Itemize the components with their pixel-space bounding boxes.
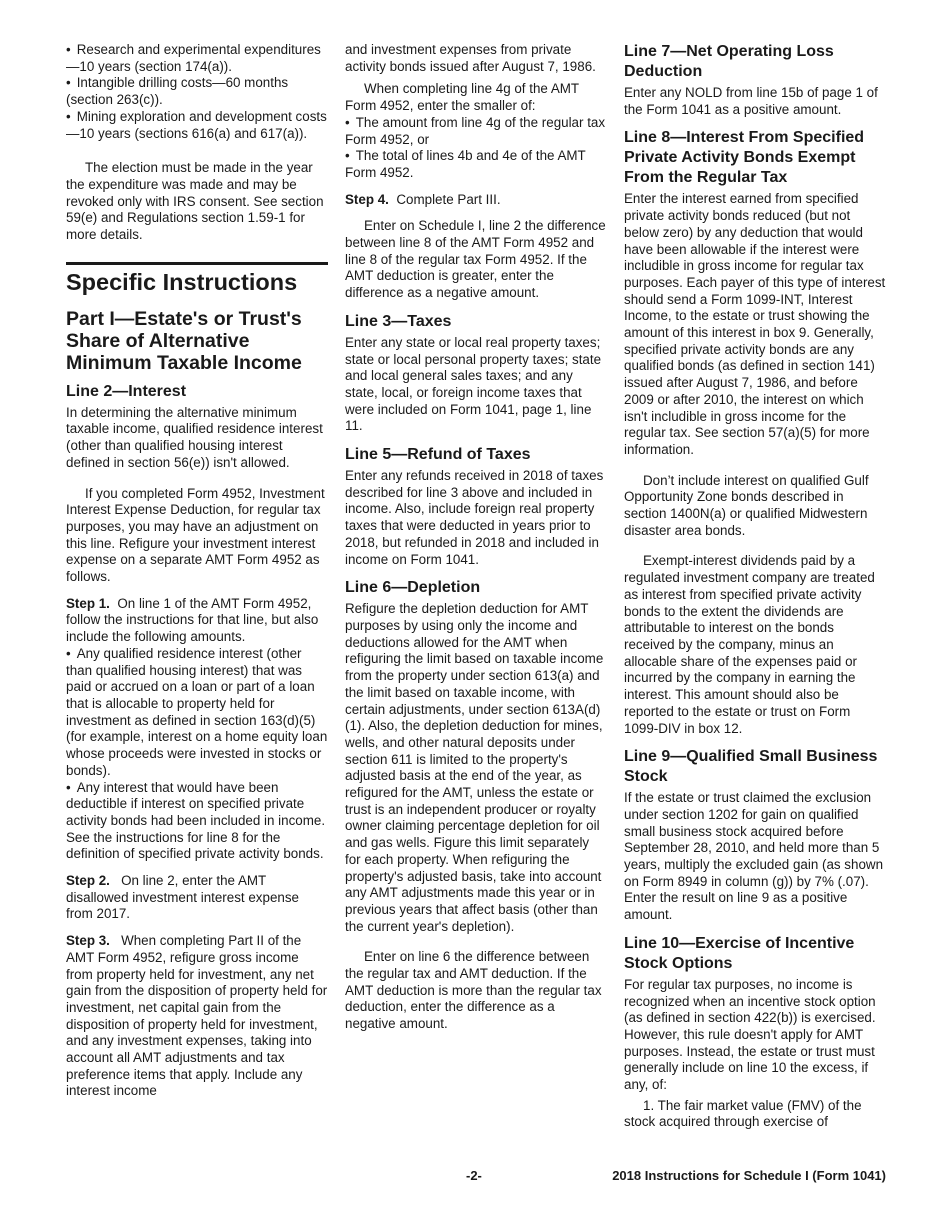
line6-paragraph-2: Enter on line 6 the difference between the regular tax and AMT deduction. If the AMT deduction is more than the regular tax deduction, enter the difference as a negative amount. xyxy=(345,949,602,1032)
specific-instructions-heading: Specific Instructions xyxy=(66,262,328,296)
line8-paragraph-3: Exempt-interest dividends paid by a regulated investment company are treated as interest from specified private activity bonds to the extent the dividends are attributable to interest on the bonds received by the company, minus an allocable share of the expenses paid or incurred by the company in earning the interest. This amount should also be reported to the estate or trust on Form 1099-DIV in box 12. xyxy=(624,553,875,736)
page-number: -2- xyxy=(466,1168,482,1183)
step3-text: When completing Part II of the AMT Form 4952, refigure gross income from property held for investment, any net gain from the disposition of property held for investment, net capital gain from the disposition of property held for investment, and any investment expenses, taking into account all AMT adjustments and tax preference items that apply. Include any interest income xyxy=(66,933,328,1099)
step3-paragraph xyxy=(66,933,328,1100)
schedule-line2-paragraph: Enter on Schedule I, line 2 the difference between line 8 of the AMT Form 4952 and line 8 of the regular tax Form 4952. If the AMT deduction is greater, enter the difference as a negative amount. xyxy=(345,218,606,301)
line8-paragraph-2: Don’t include interest on qualified Gulf Opportunity Zone bonds described in section 1400N(a) or qualified Midwestern disaster area bonds. xyxy=(624,472,869,538)
step1-bullet-residence-interest: • Any qualified residence interest (other than qualified housing interest) that was paid or accrued on a loan or part of a loan that is allocable to property held for investment as defined in section 163(d)(5) (for example, interest on a home equity loan whose proceeds were invested in stocks or bonds). xyxy=(66,646,328,780)
footer-title: 2018 Instructions for Schedule I (Form 1041) xyxy=(612,1168,886,1183)
step3-continuation: and investment expenses from private activity bonds issued after August 7, 1986. xyxy=(345,42,596,74)
line10-item-1: 1. The fair market value (FMV) of the stock acquired through exercise of xyxy=(624,1097,862,1130)
step2-label: Step 2. xyxy=(66,873,110,889)
line4g-bullet-total: • The total of lines 4b and 4e of the AMT Form 4952. xyxy=(345,148,607,181)
line3-heading: Line 3—Taxes xyxy=(345,312,452,330)
page-footer xyxy=(66,1168,886,1186)
step4-label: Step 4. xyxy=(345,191,389,207)
step2-text: On line 2, enter the AMT disallowed investment interest expense from 2017. xyxy=(66,873,299,922)
line5-heading: Line 5—Refund of Taxes xyxy=(345,446,531,464)
line2-heading: Line 2—Interest xyxy=(66,382,187,400)
step4-text: Complete Part III. xyxy=(396,191,501,207)
line9-paragraph: If the estate or trust claimed the exclusion under section 1202 for gain on qualified small business stock acquired before September 28, 2010, and held more than 5 years, multiply the excluded gain (as shown on Form 8949 in column (g)) by 7% (.07). Enter the result on line 9 as a positive amount. xyxy=(624,790,884,923)
line6-paragraph-1: Refigure the depletion deduction for AMT purposes by using only the income and deductions allowed for the AMT when refiguring the limit based on taxable income from the property under section 613(a) and the limit based on taxable income, with certain adjustments, under section 613A(d)(1). Also, the depletion deduction for mines, wells, and other natural deposits under section 611 is limited to the property's adjusted basis at the end of the year, as refigured for the AMT, unless the estate or trust is an independent producer or royalty owner claiming percentage depletion for oil and gas wells. Figure this limit separately for each property. When refiguring the property's adjusted basis, take into account any AMT adjustments made this year or in previous years that affect basis (other than the current year's depletion). xyxy=(345,601,604,934)
line9-heading: Line 9—Qualified Small Business Stock xyxy=(624,748,878,786)
line4g-bullet-regular: • The amount from line 4g of the regular tax Form 4952, or xyxy=(345,115,607,148)
line3-paragraph: Enter any state or local real property taxes; state or local personal property taxes; state and local general sales taxes; and any state, local, or foreign income taxes that were included on Form 1041, page 1, line 11. xyxy=(345,334,602,434)
step1-paragraph xyxy=(66,596,328,646)
bullet-mining-exploration: • Mining exploration and development costs—10 years (sections 616(a) and 617(a)). xyxy=(66,109,328,142)
line5-paragraph: Enter any refunds received in 2018 of taxes described for line 3 above and included in income. Also, include foreign real property taxes that were deducted in years prior to 2018, but refunded in 2018 and included in income on Form 1041. xyxy=(345,468,604,567)
election-paragraph: The election must be made in the year the expenditure was made and may be revoked only with IRS consent. See section 59(e) and Regulations section 1.59-1 for more details. xyxy=(66,160,324,243)
step1-label: Step 1. xyxy=(66,595,110,611)
bullet-intangible-drilling: • Intangible drilling costs—60 months (section 263(c)). xyxy=(66,75,328,108)
step1-bullet-private-activity: • Any interest that would have been deductible if interest on specified private activity bonds had been included in income. See the instructions for line 8 for the definition of specified private activity bonds. xyxy=(66,780,328,864)
line4g-intro: When completing line 4g of the AMT Form 4952, enter the smaller of: xyxy=(345,81,579,114)
line7-paragraph: Enter any NOLD from line 15b of page 1 of the Form 1041 as a positive amount. xyxy=(624,85,878,117)
line2-paragraph-2: If you completed Form 4952, Investment Interest Expense Deduction, for regular tax purposes, you may have an adjustment on this line. Refigure your investment interest expense on a separate AMT Form 4952 as follows. xyxy=(66,485,325,585)
step2-paragraph xyxy=(66,873,328,923)
step4-paragraph xyxy=(345,192,607,209)
line8-heading: Line 8—Interest From Specified Private Activity Bonds Exempt From the Regular Tax xyxy=(624,129,865,187)
step3-label: Step 3. xyxy=(66,933,110,949)
line10-paragraph-1: For regular tax purposes, no income is recognized when an incentive stock option (as defined in section 422(b)) is exercised. However, this rule doesn't apply for AMT purposes. Instead, the estate or trust must generally include on line 10 the excess, if any, of: xyxy=(624,976,876,1093)
column-right xyxy=(624,42,886,1141)
column-left xyxy=(66,42,328,1110)
step1-text: On line 1 of the AMT Form 4952, follow the instructions for that line, but also include the following amounts. xyxy=(66,595,319,645)
line10-heading: Line 10—Exercise of Incentive Stock Options xyxy=(624,934,855,972)
column-middle xyxy=(345,42,607,1043)
line8-paragraph-1: Enter the interest earned from specified private activity bonds reduced (but not below zero) by any deduction that would have been allowable if the interest were includible in gross income for regular tax purposes. Each payer of this type of interest should send a Form 1099-INT, Interest Income, to the estate or trust showing the amount of this interest in box 9. Generally, specified private activity bonds are any qualified bonds (as defined in section 141) issued after August 7, 1986, and before 2009 or after 2010, the interest on which isn't includible in gross income for the regular tax. See section 57(a)(5) for more information. xyxy=(624,191,886,457)
line7-heading: Line 7—Net Operating Loss Deduction xyxy=(624,43,834,80)
part1-heading: Part I—Estate's or Trust's Share of Alternative Minimum Taxable Income xyxy=(66,307,302,374)
line6-heading: Line 6—Depletion xyxy=(345,579,481,597)
bullet-research: • Research and experimental expenditures—10 years (section 174(a)). xyxy=(66,42,328,75)
line2-paragraph-1: In determining the alternative minimum taxable income, qualified residence interest (other than qualified housing interest defined in section 56(e)) isn't allowed. xyxy=(66,404,323,470)
